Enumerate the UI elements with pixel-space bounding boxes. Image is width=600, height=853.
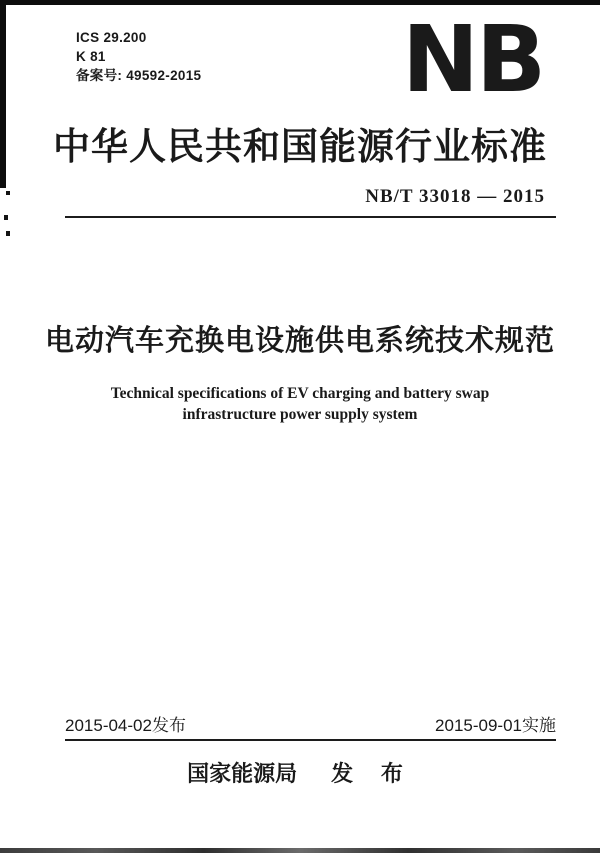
doc-class-code: K 81 <box>76 49 106 64</box>
standard-number: NB/T 33018 — 2015 <box>365 186 545 207</box>
record-number: 备案号: 49592-2015 <box>76 68 202 83</box>
issuer-name: 国家能源局 <box>187 761 298 787</box>
dates-row <box>65 711 556 736</box>
scan-speck <box>6 191 10 195</box>
subject-title-en-line2: infrastructure power supply system <box>182 406 418 423</box>
ics-code: ICS 29.200 <box>76 30 147 45</box>
scan-edge-bottom <box>0 848 600 853</box>
scan-speck <box>4 215 8 220</box>
subject-title-en-line1: Technical specifications of EV charging and battery swap <box>110 385 490 402</box>
issue-date: 2015-04-02发布 <box>65 716 186 735</box>
issuer-row <box>0 757 600 788</box>
header-rule <box>65 216 556 218</box>
publish-label: 发 布 <box>331 761 413 787</box>
scan-edge-top <box>0 0 600 5</box>
nb-logo: NB <box>402 6 544 113</box>
scan-speck <box>6 231 10 236</box>
standard-series-title: 中华人民共和国能源行业标准 <box>53 124 547 168</box>
implementation-date: 2015-09-01实施 <box>435 716 556 735</box>
subject-title-en <box>0 383 600 425</box>
subject-title-cn: 电动汽车充换电设施供电系统技术规范 <box>44 325 555 357</box>
classification-block <box>76 28 201 85</box>
footer-rule <box>65 739 556 741</box>
